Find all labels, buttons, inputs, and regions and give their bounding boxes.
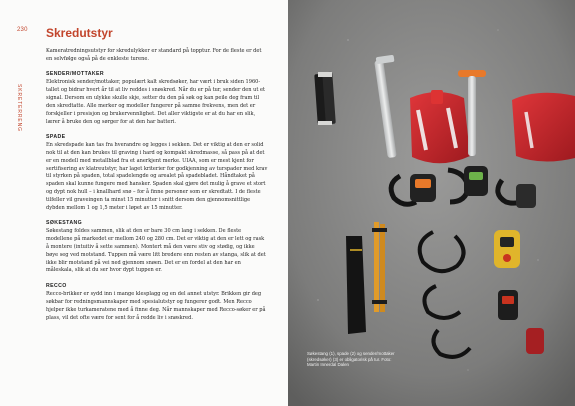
- section-text-sender: Elektronisk sender/mottaker, populært kalt skredsøker, har vært i bruk siden 1960-tallet og bidrar hvert år til at liv reddes i snøskred. Når du er på tur, sender den ut et signal. Dersom en ulykke skulle skje, setter du den på søk og kan peile deg fram til den skredtatte. Alle merker og modeller fungerer på samme frekvens, men det er forskjeller i presisjon og brukervennlighet. Det aller viktigste er at du har en slik, lærer å bruke den og sørger for at den har batteri.: [46, 79, 265, 125]
- photo-caption: [307, 351, 395, 368]
- transceiver-yellow-icon: [494, 230, 520, 268]
- shovel-blade-icon: [410, 90, 470, 163]
- transceiver-small-icon: [498, 290, 518, 320]
- device-red-icon: [526, 328, 544, 354]
- page-number: 230: [17, 27, 28, 33]
- section-heading-spade: SPADE: [46, 134, 66, 141]
- section-heading-sokestang: SØKESTANG: [46, 220, 83, 227]
- section-text-spade: En skredspade kan tas fra hverandre og legges i sekken. Det er viktig at den er solid nok til at den kan brukes til graving i hard og kompakt skredmasse, så pass på at det er en modell med metallblad fra et anerkjent merke. UIAA, som er mest kjent for sertifisering av klatreutstyr, har laget kriterier for godkjenning av turspader med krav til styrken på spaden, total spadelengde og arealet på spadebladet. Håndtaket på spaden skal kunne fungere med hansker. Spaden skal gjøre det mulig å grave et stort og dypt nok hull – i knallhard snø – for å finne personer som er skredtatt. I de fleste tilfeller vil graveingen ta minst 15 minutter i snitt dersom den gjennomsnittlige dybden mellom 1 og 1,5 meter i løpet av 15 minutter.: [46, 142, 268, 211]
- running-head-text: SKRETERRENG: [16, 84, 22, 132]
- section-heading-recco: RECCO: [46, 283, 67, 290]
- section-heading-sender: SENDER/MOTTAKER: [46, 71, 105, 78]
- caption-text: Søkestang (1), spade (2) og sender/mottaker (skredsøker) (3) er obligatorisk på tur.: [307, 351, 395, 362]
- caption-credit: Foto: Martin Innerdal Dalen: [307, 356, 392, 368]
- running-head: [13, 84, 25, 164]
- intro-paragraph: Kameratredningsutstyr for skredulykker er standard på topptur. For de fleste er det en selvfølge også på de enkleste turene.: [46, 48, 262, 62]
- probe-black-icon: [314, 72, 336, 125]
- section-text-sokestang: Søkestang foldes sammen, slik at den er bare 30 cm lang i sekken. De fleste modellene på markedet er mellom 240 og 280 cm. Det er viktig at den er lett og rask å montere (intuitiv å sette sammen). Montert må den være stiv og stødig, og ikke bøye seg ved motstand. Tuppen må være litt bredere enn resten av stanga, slik at det ikke blir motstand på vei ned gjennom snøen. Det er en fordel at den har en måleskala, slik at du ser hvor dypt tuppen er.: [46, 228, 266, 274]
- page-title: Skredutstyr: [46, 26, 113, 40]
- second-blade-icon: [512, 93, 575, 162]
- body-column: [46, 48, 268, 330]
- equipment-photo: [288, 0, 575, 406]
- section-text-recco: Recco-brikker er sydd inn i mange klesplagg og en del annet utstyr. Brikken gir deg søkbar for redningsmannskaper med spesialutstyr og fungerer godt. Men Recco hjelper ikke turkameratene med å finne deg. Når mannskaper med Recco-søker er på plass, vil det ofte være for sent for å redde liv i snøskred.: [46, 290, 266, 321]
